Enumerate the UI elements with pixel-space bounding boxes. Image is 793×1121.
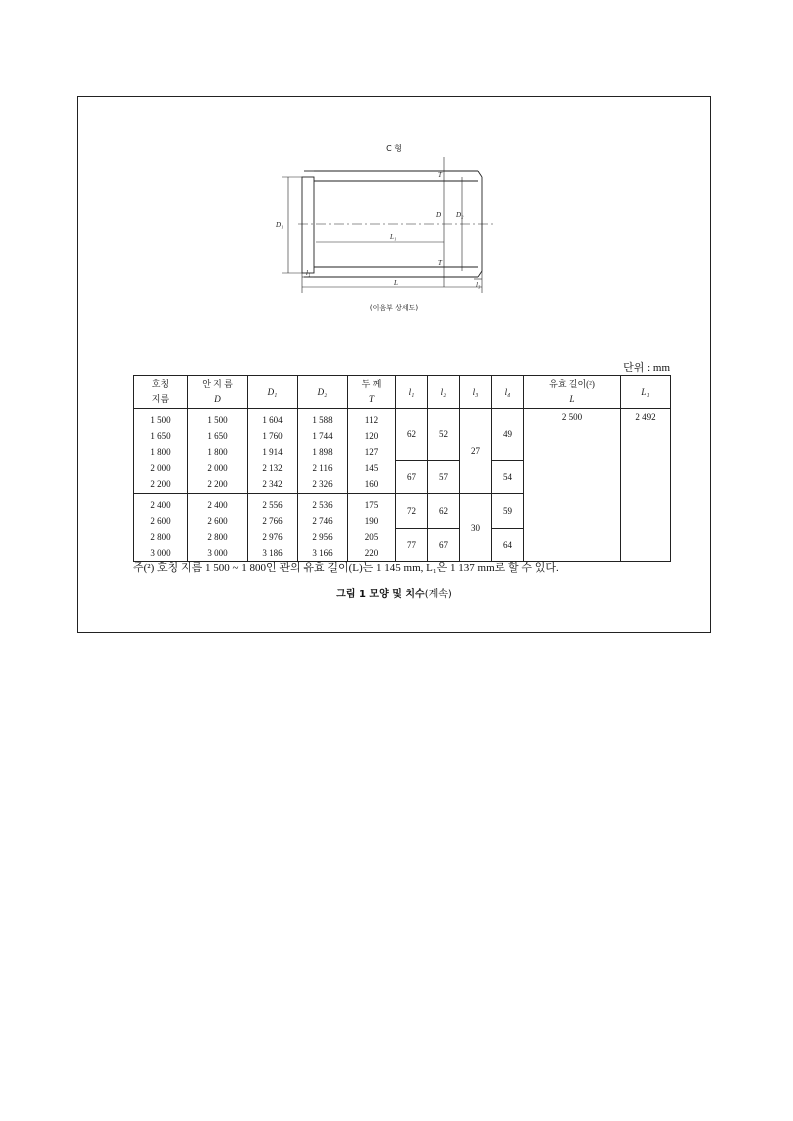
- unit-label: 단위 : mm: [623, 362, 670, 374]
- cell-d1-g1: 1 604 1 760 1 914 2 132 2 342: [248, 409, 298, 494]
- header-l3: l₃: [460, 376, 492, 409]
- cell-l3-g1: 27: [460, 409, 492, 494]
- header-d1: D₁: [248, 376, 298, 409]
- cell-l2-g2: 62 67: [428, 494, 460, 562]
- label-t-top: T: [438, 171, 442, 179]
- cell-d2-g1: 1 588 1 744 1 898 2 116 2 326: [298, 409, 348, 494]
- label-d1: D₁: [276, 221, 284, 229]
- cell-l2-g1: 52 57: [428, 409, 460, 494]
- pipe-drawing: [78, 97, 712, 317]
- header-d2: D₂: [298, 376, 348, 409]
- label-d: D: [436, 211, 442, 219]
- cell-l1-g1: 62 67: [396, 409, 428, 494]
- socket-flange: [302, 177, 314, 273]
- header-thickness: 두 께 T: [348, 376, 396, 409]
- table-header-row: [134, 376, 671, 409]
- label-l3: l₃: [476, 281, 481, 289]
- cell-l4-g2: 59 64: [492, 494, 524, 562]
- label-l1-big: L₁: [390, 233, 397, 241]
- label-t-bottom: T: [438, 259, 442, 267]
- figure-caption-bold: 그림 1 모양 및 치수: [336, 589, 425, 600]
- cell-l1-g2: 72 77: [396, 494, 428, 562]
- label-l1-small: l₁: [306, 269, 311, 277]
- figure-caption-rest: (계속): [424, 589, 452, 600]
- header-effective-length: 유효 길이(²) L: [524, 376, 621, 409]
- footnote: 주(²) 호칭 지름 1 500 ~ 1 800인 관의 유효 길이(L)는 1 145 mm, L₁은 1 137 mm로 할 수 있다.: [133, 562, 559, 574]
- cell-l3-g2: 30: [460, 494, 492, 562]
- cell-t-g2: 175 190 205 220: [348, 494, 396, 562]
- drawing-caption: (이음부 상세도): [369, 304, 419, 312]
- cell-effective-length: 2 500: [524, 409, 621, 562]
- header-L1: L₁: [621, 376, 671, 409]
- drawing-title: C 형: [386, 144, 402, 153]
- label-l: L: [394, 279, 398, 287]
- cell-l4-g1: 49 54: [492, 409, 524, 494]
- header-l2: l₂: [428, 376, 460, 409]
- cell-d2-g2: 2 536 2 746 2 956 3 166: [298, 494, 348, 562]
- dimensions-table: [133, 375, 671, 562]
- cell-inner-g2: 2 400 2 600 2 800 3 000: [188, 494, 248, 562]
- label-d2: D₂: [456, 211, 464, 219]
- header-inner: 안 지 름 D: [188, 376, 248, 409]
- cell-nominal-g1: 1 500 1 650 1 800 2 000 2 200: [134, 409, 188, 494]
- header-l4: l₄: [492, 376, 524, 409]
- cell-L1-value: 2 492: [621, 409, 671, 562]
- header-nominal: 호칭 지름: [134, 376, 188, 409]
- cell-t-g1: 112 120 127 145 160: [348, 409, 396, 494]
- figure-frame: [77, 96, 711, 633]
- cell-nominal-g2: 2 400 2 600 2 800 3 000: [134, 494, 188, 562]
- cell-d1-g2: 2 556 2 766 2 976 3 186: [248, 494, 298, 562]
- cell-inner-g1: 1 500 1 650 1 800 2 000 2 200: [188, 409, 248, 494]
- header-l1: l₁: [396, 376, 428, 409]
- figure-caption: [78, 585, 710, 600]
- table-row-group-1: [134, 409, 671, 494]
